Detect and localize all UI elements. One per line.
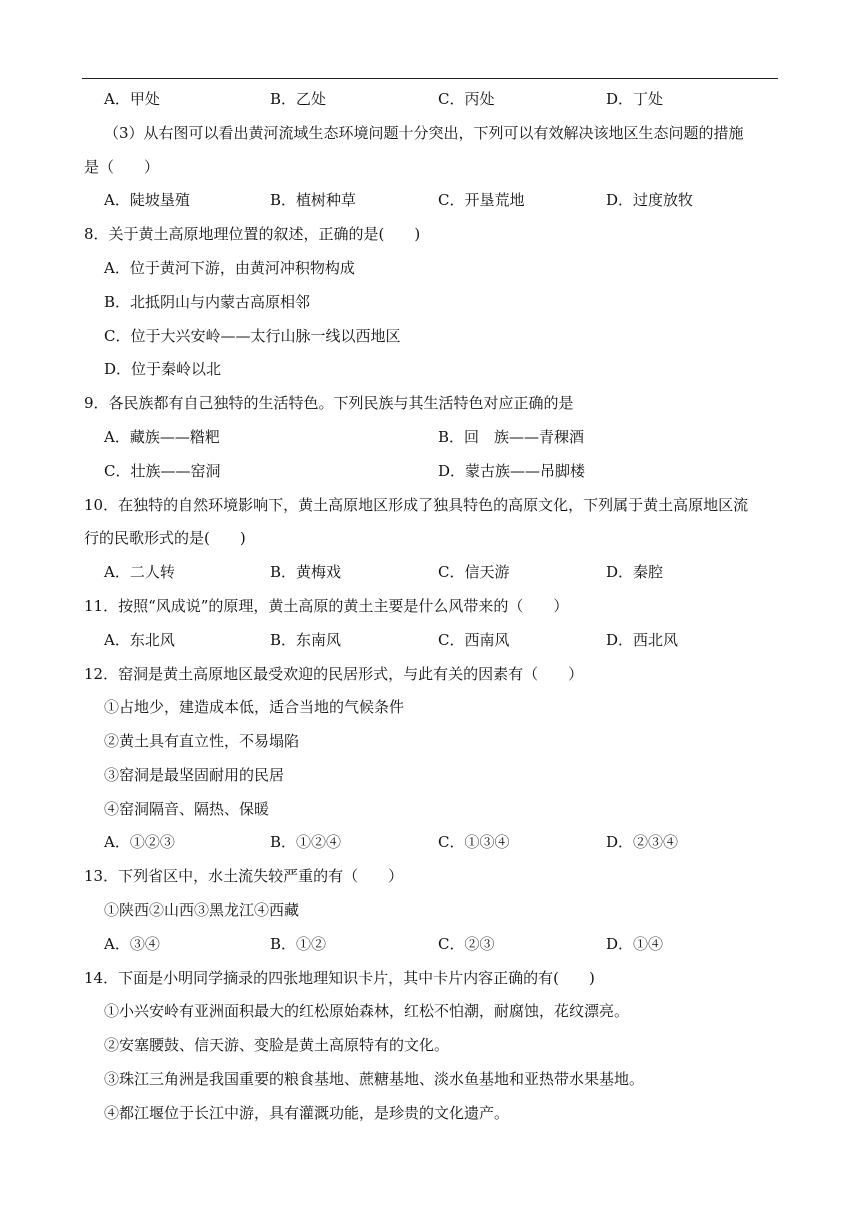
q13-option-a: A．③④ [104, 935, 160, 953]
q12-option-c: C．①③④ [438, 833, 510, 851]
q7-3-option-b: B．植树种草 [270, 191, 357, 209]
q8-option-d: D．位于秦岭以北 [104, 360, 222, 378]
q12-item-3: ③窑洞是最坚固耐用的民居 [104, 766, 285, 784]
q12-item-1: ①占地少，建造成本低，适合当地的气候条件 [104, 698, 405, 716]
q13-stem: 13．下列省区中，水土流失较严重的有（ ） [84, 867, 404, 885]
q9-option-b: B．回 族——青稞酒 [438, 428, 585, 446]
q14-item-1: ①小兴安岭有亚洲面积最大的红松原始森林，红松不怕潮，耐腐蚀，花纹漂亮。 [104, 1002, 630, 1020]
q11-option-a: A．东北风 [104, 631, 175, 649]
q8-option-b: B．北抵阴山与内蒙古高原相邻 [104, 293, 311, 311]
q9-stem: 9．各民族都有自己独特的生活特色。下列民族与其生活特色对应正确的是 [84, 394, 574, 412]
q10-option-c: C．信天游 [438, 563, 510, 581]
q10-option-a: A．二人转 [104, 563, 175, 581]
q14-stem: 14．下面是小明同学摘录的四张地理知识卡片，其中卡片内容正确的有( ) [84, 969, 595, 987]
q12-stem: 12．窑洞是黄土高原地区最受欢迎的民居形式，与此有关的因素有（ ） [84, 665, 584, 683]
q13-option-c: C．②③ [438, 935, 495, 953]
q7-option-a: A．甲处 [104, 90, 160, 108]
q9-option-d: D．蒙古族——吊脚楼 [438, 462, 586, 480]
q14-item-3: ③珠江三角洲是我国重要的粮食基地、蔗糖基地、淡水鱼基地和亚热带水果基地。 [104, 1070, 645, 1088]
q14-item-4: ④都江堰位于长江中游，具有灌溉功能，是珍贵的文化遗产。 [104, 1104, 510, 1122]
q10-stem-line2: 行的民歌形式的是( ) [84, 529, 246, 547]
q10-stem-line1: 10．在独特的自然环境影响下，黄土高原地区形成了独具特色的高原文化，下列属于黄土高原地区流 [84, 496, 749, 514]
q8-stem: 8．关于黄土高原地理位置的叙述，正确的是( ) [84, 225, 421, 243]
q13-option-b: B．①② [270, 935, 327, 953]
q7-3-stem-line1: （3）从右图可以看出黄河流域生态环境问题十分突出，下列可以有效解决该地区生态问题的措施 [104, 124, 744, 142]
q10-option-d: D．秦腔 [606, 563, 664, 581]
q7-3-option-c: C．开垦荒地 [438, 191, 525, 209]
q9-option-c: C．壮族——窑洞 [104, 462, 221, 480]
q7-option-d: D．丁处 [606, 90, 664, 108]
q13-option-d: D．①④ [606, 935, 664, 953]
q12-item-4: ④窑洞隔音、隔热、保暖 [104, 800, 270, 818]
q13-items: ①陕西②山西③黑龙江④西藏 [104, 901, 300, 919]
q12-item-2: ②黄土具有直立性，不易塌陷 [104, 732, 300, 750]
q7-3-stem-line2: 是（ ） [84, 158, 160, 176]
q11-option-d: D．西北风 [606, 631, 679, 649]
q7-option-b: B．乙处 [270, 90, 327, 108]
q12-option-a: A．①②③ [104, 833, 175, 851]
q12-option-d: D．②③④ [606, 833, 679, 851]
q7-3-option-a: A．陡坡垦殖 [104, 191, 190, 209]
q10-option-b: B．黄梅戏 [270, 563, 342, 581]
q8-option-c: C．位于大兴安岭——太行山脉一线以西地区 [104, 327, 401, 345]
q12-option-b: B．①②④ [270, 833, 342, 851]
q9-option-a: A．藏族——糌粑 [104, 428, 220, 446]
q11-stem: 11．按照“风成说”的原理，黄土高原的黄土主要是什么风带来的（ ） [84, 597, 569, 615]
q11-option-c: C．西南风 [438, 631, 510, 649]
q8-option-a: A．位于黄河下游，由黄河冲积物构成 [104, 259, 355, 277]
header-rule [82, 78, 778, 79]
q7-option-c: C．丙处 [438, 90, 495, 108]
q14-item-2: ②安塞腰鼓、信天游、变脸是黄土高原特有的文化。 [104, 1036, 450, 1054]
q11-option-b: B．东南风 [270, 631, 342, 649]
q7-3-option-d: D．过度放牧 [606, 191, 694, 209]
